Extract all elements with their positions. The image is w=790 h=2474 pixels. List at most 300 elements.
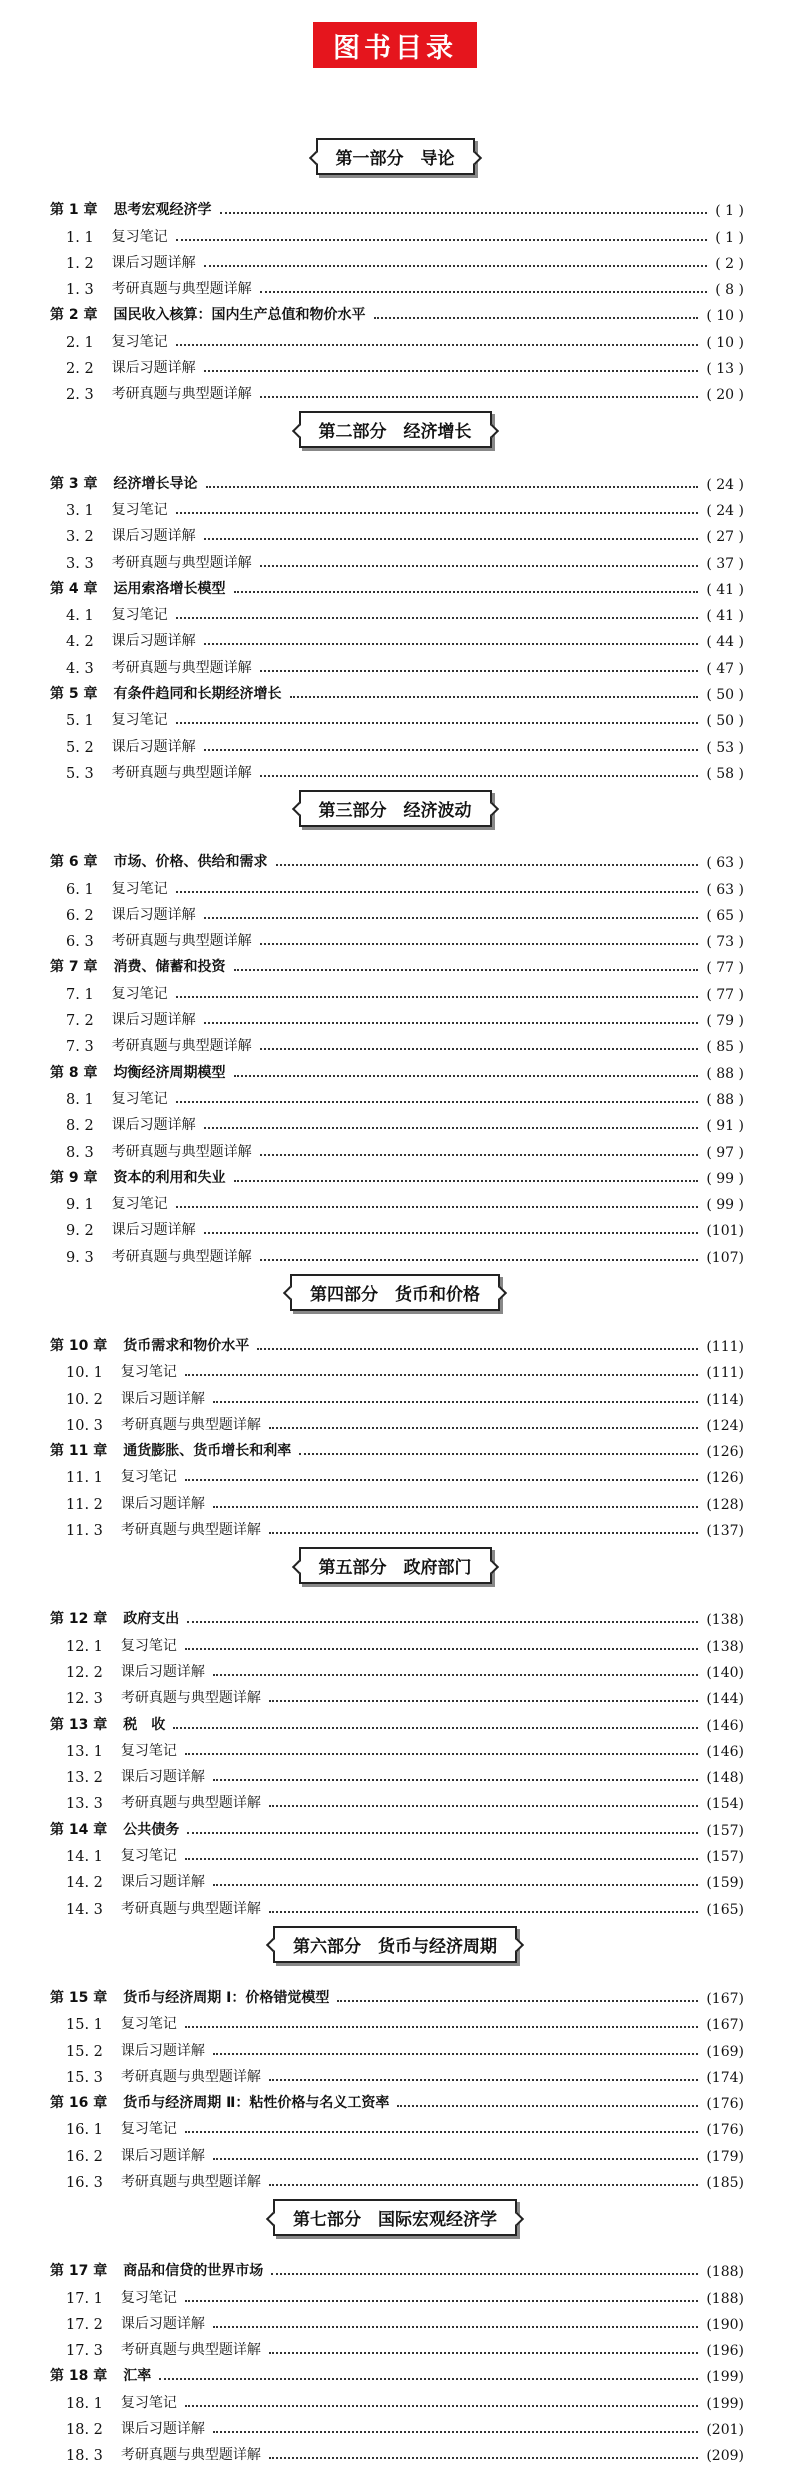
section-title: 考研真题与典型题详解 <box>111 933 252 950</box>
section-number: 8. 1 <box>66 1091 94 1108</box>
section-number: 14. 1 <box>66 1849 103 1866</box>
dot-leader <box>176 1205 699 1208</box>
dot-leader <box>269 1910 698 1913</box>
chapter-row[interactable] <box>0 1812 790 1838</box>
page-title: 图书目录 <box>333 32 457 64</box>
section-row[interactable] <box>0 2307 790 2333</box>
chapter-number: 第 2 章 <box>50 307 98 324</box>
dot-leader <box>159 2377 698 2380</box>
section-title: 复习笔记 <box>120 2016 177 2033</box>
chapter-row[interactable] <box>0 1329 790 1355</box>
chapter-title: 均衡经济周期模型 <box>113 1064 226 1081</box>
section-row[interactable] <box>0 1381 790 1407</box>
dot-leader <box>176 238 708 241</box>
dot-leader <box>213 2430 698 2433</box>
chapter-page: (176) <box>706 2096 744 2113</box>
section-row[interactable] <box>0 2385 790 2411</box>
section-title: 复习笔记 <box>120 1469 177 1486</box>
section-row[interactable] <box>0 1513 790 1539</box>
title-banner <box>313 22 477 68</box>
chapter-number: 第 9 章 <box>50 1169 98 1186</box>
section-title: 考研真题与典型题详解 <box>111 1038 252 1055</box>
section-page: (159) <box>706 1875 744 1892</box>
section-row[interactable] <box>0 2112 790 2138</box>
chapter-page: (138) <box>706 1612 744 1629</box>
section-row[interactable] <box>0 624 790 650</box>
section-page: (199) <box>706 2395 744 2412</box>
chapter-row[interactable] <box>0 572 790 598</box>
section-title: 课后习题详解 <box>120 2421 205 2438</box>
section-row[interactable] <box>0 545 790 571</box>
section-title: 课后习题详解 <box>120 1495 205 1512</box>
dot-leader <box>185 1857 698 1860</box>
section-number: 17. 1 <box>66 2290 103 2307</box>
section-row[interactable] <box>0 246 790 272</box>
section-row[interactable] <box>0 1108 790 1134</box>
section-page: (114) <box>706 1391 744 1408</box>
section-title: 课后习题详解 <box>120 1390 205 1407</box>
section-page: ( 37 ) <box>706 555 744 572</box>
section-row[interactable] <box>0 729 790 755</box>
section-number: 6. 2 <box>66 907 94 924</box>
section-page: (124) <box>706 1417 744 1434</box>
section-number: 9. 1 <box>66 1197 94 1214</box>
dot-leader <box>176 995 699 998</box>
dot-leader <box>185 1647 698 1650</box>
section-row[interactable] <box>0 1460 790 1486</box>
chapter-title: 政府支出 <box>123 1611 180 1628</box>
section-title: 课后习题详解 <box>120 2315 205 2332</box>
section-page: ( 50 ) <box>706 713 744 730</box>
section-number: 12. 1 <box>66 1638 103 1655</box>
section-page: ( 91 ) <box>706 1118 744 1135</box>
chapter-page: ( 99 ) <box>706 1170 744 1187</box>
section-page: ( 63 ) <box>706 881 744 898</box>
section-page: (137) <box>706 1523 744 1540</box>
section-title: 课后习题详解 <box>111 528 196 545</box>
chapter-title: 货币与经济周期 Ⅰ：价格错觉模型 <box>123 1989 330 2006</box>
section-row[interactable] <box>0 2033 790 2059</box>
section-title: 复习笔记 <box>111 228 168 245</box>
section-number: 10. 3 <box>66 1417 103 1434</box>
dot-leader <box>185 1373 698 1376</box>
section-title: 考研真题与典型题详解 <box>120 2342 261 2359</box>
section-title: 考研真题与典型题详解 <box>120 1690 261 1707</box>
section-row[interactable] <box>0 272 790 298</box>
chapter-number: 第 8 章 <box>50 1064 98 1081</box>
section-number: 7. 1 <box>66 986 94 1003</box>
section-title: 考研真题与典型题详解 <box>111 554 252 571</box>
dot-leader <box>204 537 699 540</box>
section-number: 15. 2 <box>66 2043 103 2060</box>
dot-leader <box>204 369 699 372</box>
chapter-row[interactable] <box>0 845 790 871</box>
section-number: 15. 1 <box>66 2017 103 2034</box>
chapter-number: 第 7 章 <box>50 959 98 976</box>
section-number: 18. 2 <box>66 2422 103 2439</box>
section-page: (176) <box>706 2122 744 2139</box>
section-title: 课后习题详解 <box>120 1769 205 1786</box>
section-row[interactable] <box>0 1681 790 1707</box>
chapter-number: 第 12 章 <box>50 1611 108 1628</box>
dot-leader <box>269 1531 698 1534</box>
dot-leader <box>260 290 708 293</box>
dot-leader <box>176 1100 699 1103</box>
chapter-number: 第 16 章 <box>50 2095 108 2112</box>
section-title: 复习笔记 <box>120 1742 177 1759</box>
chapter-row[interactable] <box>0 1434 790 1460</box>
section-page: ( 88 ) <box>706 1091 744 1108</box>
section-row[interactable] <box>0 1187 790 1213</box>
section-page: ( 8 ) <box>715 282 744 299</box>
dot-leader <box>185 2025 698 2028</box>
part-heading: 第六部分 货币与经济周期 <box>273 1926 517 1963</box>
section-page: ( 73 ) <box>706 934 744 951</box>
section-title: 课后习题详解 <box>120 2147 205 2164</box>
section-row[interactable] <box>0 377 790 403</box>
section-row[interactable] <box>0 519 790 545</box>
dot-leader <box>269 2351 698 2354</box>
section-page: (154) <box>706 1796 744 1813</box>
section-row[interactable] <box>0 703 790 729</box>
section-row[interactable] <box>0 1003 790 1029</box>
part-heading-wrap <box>0 1547 790 1584</box>
section-number: 13. 1 <box>66 1743 103 1760</box>
section-title: 课后习题详解 <box>111 633 196 650</box>
section-row[interactable] <box>0 2280 790 2306</box>
part-heading-wrap <box>0 1274 790 1311</box>
section-row[interactable] <box>0 2333 790 2359</box>
section-title: 复习笔记 <box>111 985 168 1002</box>
chapter-number: 第 11 章 <box>50 1443 108 1460</box>
dot-leader <box>269 2456 698 2459</box>
section-number: 16. 1 <box>66 2122 103 2139</box>
section-row[interactable] <box>0 1839 790 1865</box>
section-number: 5. 3 <box>66 765 94 782</box>
section-page: ( 99 ) <box>706 1197 744 1214</box>
section-title: 课后习题详解 <box>111 1012 196 1029</box>
section-page: (144) <box>706 1691 744 1708</box>
chapter-row[interactable] <box>0 950 790 976</box>
dot-leader <box>213 1778 698 1781</box>
section-page: ( 77 ) <box>706 986 744 1003</box>
section-page: ( 20 ) <box>706 387 744 404</box>
section-row[interactable] <box>0 219 790 245</box>
dot-leader <box>213 2157 698 2160</box>
section-row[interactable] <box>0 2138 790 2164</box>
section-page: (196) <box>706 2343 744 2360</box>
chapter-title: 经济增长导论 <box>113 475 198 492</box>
dot-leader <box>176 890 699 893</box>
section-number: 11. 2 <box>66 1496 103 1513</box>
section-row[interactable] <box>0 1213 790 1239</box>
section-title: 复习笔记 <box>111 333 168 350</box>
section-number: 4. 3 <box>66 660 94 677</box>
section-number: 8. 3 <box>66 1144 94 1161</box>
section-title: 课后习题详解 <box>120 1663 205 1680</box>
dot-leader <box>176 511 699 514</box>
chapter-title: 汇率 <box>123 2368 152 2385</box>
section-row[interactable] <box>0 1786 790 1812</box>
chapter-row[interactable] <box>0 2359 790 2385</box>
section-page: ( 47 ) <box>706 660 744 677</box>
section-page: ( 58 ) <box>706 765 744 782</box>
part-heading-wrap <box>0 2199 790 2236</box>
section-number: 3. 1 <box>66 502 94 519</box>
dot-leader <box>176 343 699 346</box>
section-page: ( 65 ) <box>706 907 744 924</box>
part-heading: 第二部分 经济增长 <box>299 411 492 448</box>
dot-leader <box>234 1179 699 1182</box>
section-row[interactable] <box>0 351 790 377</box>
section-row[interactable] <box>0 324 790 350</box>
section-page: (185) <box>706 2175 744 2191</box>
section-number: 15. 3 <box>66 2069 103 2086</box>
section-title: 复习笔记 <box>111 1090 168 1107</box>
part-heading: 第七部分 国际宏观经济学 <box>273 2199 517 2236</box>
section-number: 18. 3 <box>66 2448 103 2465</box>
section-row[interactable] <box>0 924 790 950</box>
chapter-row[interactable] <box>0 677 790 703</box>
section-row[interactable] <box>0 1082 790 1108</box>
section-number: 11. 3 <box>66 1523 103 1540</box>
chapter-page: ( 10 ) <box>706 308 744 325</box>
section-row[interactable] <box>0 493 790 519</box>
dot-leader <box>260 1258 699 1261</box>
chapter-title: 税 收 <box>123 1716 166 1733</box>
dot-leader <box>337 1999 698 2002</box>
chapter-number: 第 4 章 <box>50 580 98 597</box>
chapter-number: 第 3 章 <box>50 475 98 492</box>
section-number: 7. 2 <box>66 1013 94 1030</box>
section-row[interactable] <box>0 2165 790 2191</box>
section-page: ( 13 ) <box>706 361 744 378</box>
chapter-number: 第 14 章 <box>50 1821 108 1838</box>
section-number: 7. 3 <box>66 1039 94 1056</box>
section-page: ( 53 ) <box>706 739 744 756</box>
section-title: 复习笔记 <box>120 1637 177 1654</box>
dot-leader <box>213 1505 698 1508</box>
section-title: 考研真题与典型题详解 <box>120 2068 261 2085</box>
chapter-number: 第 18 章 <box>50 2368 108 2385</box>
section-page: (101) <box>706 1223 744 1240</box>
dot-leader <box>176 721 699 724</box>
dot-leader <box>260 395 699 398</box>
dot-leader <box>260 1153 699 1156</box>
part-heading-wrap <box>0 1926 790 1963</box>
section-row[interactable] <box>0 598 790 624</box>
chapter-title: 消费、储蓄和投资 <box>113 959 226 976</box>
section-title: 考研真题与典型题详解 <box>111 1248 252 1265</box>
chapter-page: ( 50 ) <box>706 687 744 704</box>
section-page: ( 1 ) <box>715 229 744 246</box>
dot-leader <box>187 1831 698 1834</box>
section-row[interactable] <box>0 1355 790 1381</box>
section-page: (167) <box>706 2017 744 2034</box>
section-number: 9. 2 <box>66 1223 94 1240</box>
section-title: 考研真题与典型题详解 <box>120 1416 261 1433</box>
dot-leader <box>299 1452 698 1455</box>
chapter-title: 有条件趋同和长期经济增长 <box>113 686 282 703</box>
dot-leader <box>220 211 708 214</box>
section-row[interactable] <box>0 2438 790 2464</box>
chapter-page: ( 63 ) <box>706 855 744 872</box>
section-row[interactable] <box>0 650 790 676</box>
chapter-number: 第 10 章 <box>50 1337 108 1354</box>
section-page: ( 10 ) <box>706 334 744 351</box>
dot-leader <box>173 1726 698 1729</box>
section-number: 14. 3 <box>66 1901 103 1918</box>
section-title: 复习笔记 <box>111 1196 168 1213</box>
section-row[interactable] <box>0 1628 790 1654</box>
section-row[interactable] <box>0 2007 790 2033</box>
section-row[interactable] <box>0 1029 790 1055</box>
section-number: 16. 3 <box>66 2175 103 2191</box>
section-row[interactable] <box>0 1408 790 1434</box>
chapter-number: 第 1 章 <box>50 202 98 219</box>
section-row[interactable] <box>0 756 790 782</box>
section-number: 18. 1 <box>66 2395 103 2412</box>
section-page: (107) <box>706 1249 744 1266</box>
section-title: 课后习题详解 <box>111 1117 196 1134</box>
section-row[interactable] <box>0 1239 790 1265</box>
section-row[interactable] <box>0 1655 790 1681</box>
dot-leader <box>234 968 699 971</box>
dot-leader <box>276 863 699 866</box>
section-title: 复习笔记 <box>111 880 168 897</box>
section-row[interactable] <box>0 1760 790 1786</box>
section-number: 9. 3 <box>66 1249 94 1266</box>
section-title: 复习笔记 <box>120 2121 177 2138</box>
section-title: 课后习题详解 <box>111 906 196 923</box>
dot-leader <box>269 2078 698 2081</box>
section-number: 4. 2 <box>66 634 94 651</box>
section-page: (179) <box>706 2148 744 2165</box>
section-title: 课后习题详解 <box>120 1874 205 1891</box>
chapter-title: 公共债务 <box>123 1821 180 1838</box>
dot-leader <box>213 1883 698 1886</box>
section-number: 12. 2 <box>66 1664 103 1681</box>
chapter-row[interactable] <box>0 1707 790 1733</box>
chapter-row[interactable] <box>0 1055 790 1081</box>
section-title: 复习笔记 <box>120 1848 177 1865</box>
section-row[interactable] <box>0 898 790 924</box>
dot-leader <box>269 2183 698 2186</box>
chapter-row[interactable] <box>0 1981 790 2007</box>
part-heading: 第四部分 货币和价格 <box>290 1274 500 1311</box>
section-title: 复习笔记 <box>120 2394 177 2411</box>
section-row[interactable] <box>0 871 790 897</box>
section-page: ( 44 ) <box>706 634 744 651</box>
chapter-page: (199) <box>706 2369 744 2386</box>
dot-leader <box>204 264 708 267</box>
section-title: 考研真题与典型题详解 <box>111 659 252 676</box>
section-row[interactable] <box>0 976 790 1002</box>
dot-leader <box>213 2325 698 2328</box>
section-page: (140) <box>706 1664 744 1681</box>
section-page: ( 85 ) <box>706 1039 744 1056</box>
section-page: ( 79 ) <box>706 1013 744 1030</box>
chapter-page: ( 24 ) <box>706 476 744 493</box>
section-number: 14. 2 <box>66 1875 103 1892</box>
section-row[interactable] <box>0 1486 790 1512</box>
section-row[interactable] <box>0 1865 790 1891</box>
chapter-row[interactable] <box>0 1602 790 1628</box>
chapter-title: 思考宏观经济学 <box>113 202 212 219</box>
table-of-contents <box>0 130 790 2464</box>
dot-leader <box>257 1347 698 1350</box>
dot-leader <box>185 2404 698 2407</box>
dot-leader <box>213 2052 698 2055</box>
section-page: (148) <box>706 1770 744 1787</box>
dot-leader <box>204 642 699 645</box>
chapter-page: ( 77 ) <box>706 960 744 977</box>
chapter-page: (111) <box>706 1338 744 1355</box>
section-page: (157) <box>706 1849 744 1866</box>
chapter-row[interactable] <box>0 193 790 219</box>
section-title: 考研真题与典型题详解 <box>111 764 252 781</box>
dot-leader <box>269 1804 698 1807</box>
chapter-title: 货币需求和物价水平 <box>123 1337 250 1354</box>
chapter-row[interactable] <box>0 298 790 324</box>
section-row[interactable] <box>0 1891 790 1917</box>
chapter-row[interactable] <box>0 2086 790 2112</box>
chapter-page: (167) <box>706 1990 744 2007</box>
section-page: (169) <box>706 2043 744 2060</box>
section-number: 4. 1 <box>66 608 94 625</box>
section-row[interactable] <box>0 1734 790 1760</box>
chapter-number: 第 5 章 <box>50 686 98 703</box>
section-number: 1. 3 <box>66 282 94 299</box>
section-title: 复习笔记 <box>120 1364 177 1381</box>
section-row[interactable] <box>0 1134 790 1160</box>
section-page: (188) <box>706 2290 744 2307</box>
part-heading-wrap <box>0 138 790 175</box>
section-page: ( 2 ) <box>715 255 744 272</box>
section-title: 课后习题详解 <box>111 254 196 271</box>
section-title: 复习笔记 <box>111 607 168 624</box>
part-heading-wrap <box>0 790 790 827</box>
section-number: 2. 2 <box>66 361 94 378</box>
section-page: (165) <box>706 1901 744 1918</box>
chapter-row[interactable] <box>0 466 790 492</box>
chapter-page: (188) <box>706 2264 744 2281</box>
chapter-row[interactable] <box>0 2254 790 2280</box>
dot-leader <box>234 590 699 593</box>
section-number: 10. 1 <box>66 1365 103 1382</box>
dot-leader <box>187 1620 698 1623</box>
section-number: 5. 1 <box>66 713 94 730</box>
section-row[interactable] <box>0 2412 790 2438</box>
section-row[interactable] <box>0 2060 790 2086</box>
dot-leader <box>206 485 699 488</box>
dot-leader <box>234 1074 699 1077</box>
dot-leader <box>397 2104 698 2107</box>
dot-leader <box>374 316 699 319</box>
section-number: 3. 2 <box>66 529 94 546</box>
section-title: 考研真题与典型题详解 <box>120 2447 261 2464</box>
section-number: 5. 2 <box>66 739 94 756</box>
dot-leader <box>213 1400 698 1403</box>
section-page: (201) <box>706 2422 744 2439</box>
section-title: 考研真题与典型题详解 <box>120 1795 261 1812</box>
dot-leader <box>204 1021 699 1024</box>
section-number: 13. 2 <box>66 1770 103 1787</box>
section-page: (190) <box>706 2316 744 2333</box>
section-page: (174) <box>706 2069 744 2086</box>
chapter-row[interactable] <box>0 1161 790 1187</box>
section-page: (128) <box>706 1496 744 1513</box>
